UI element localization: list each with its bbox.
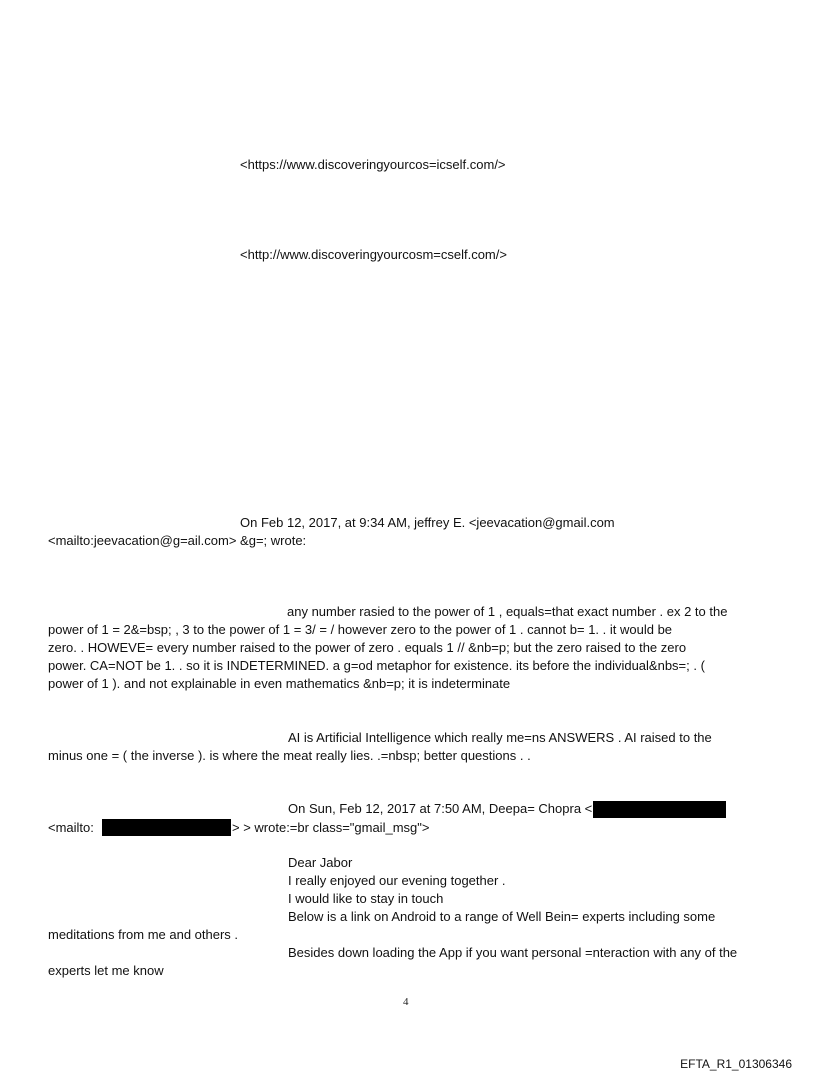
paragraph-2-line-2: minus one = ( the inverse ). is where the meat really lies. .=nbsp; better questions . .: [48, 748, 531, 763]
reply-header-2-mailto: <mailto:: [48, 820, 94, 835]
reply-header-1-line-2: <mailto:jeevacation@g=ail.com> &g=; wrote:: [48, 533, 307, 548]
reply-header-2-line-2-tail: > > wrote:=br class="gmail_msg">: [232, 820, 430, 835]
link-line-1: <https://www.discoveringyourcos=icself.com/>: [240, 157, 506, 172]
paragraph-2-line-1: AI is Artificial Intelligence which really me=ns ANSWERS . AI raised to the: [288, 730, 712, 745]
paragraph-1-line-3: zero. . HOWEVE= every number raised to the power of zero . equals 1 // &nb=p; but the zero raised to the zero: [48, 640, 687, 655]
message-line-1: I really enjoyed our evening together .: [288, 873, 506, 888]
message-line-3a: Below is a link on Android to a range of Well Bein= experts including some: [288, 909, 716, 924]
message-line-4b: experts let me know: [48, 963, 164, 978]
paragraph-1-line-4: power. CA=NOT be 1. . so it is INDETERMINED. a g=od metaphor for existence. its before the individual&nbs=; . (: [48, 658, 705, 673]
message-line-2: I would like to stay in touch: [288, 891, 444, 906]
message-line-3b: meditations from me and others .: [48, 927, 239, 942]
redaction-bar-mailto: [102, 819, 231, 836]
message-greeting: Dear Jabor: [288, 855, 353, 870]
message-line-4a: Besides down loading the App if you want personal =nteraction with any of the: [288, 945, 738, 960]
reply-header-1-line-1: On Feb 12, 2017, at 9:34 AM, jeffrey E. <jeevacation@gmail.com: [240, 515, 615, 530]
paragraph-1-line-1: any number rasied to the power of 1 , equals=that exact number . ex 2 to the: [287, 604, 728, 619]
paragraph-1-line-5: power of 1 ). and not explainable in even mathematics &nb=p; it is indeterminate: [48, 676, 511, 691]
page-number: 4: [403, 996, 409, 1008]
link-line-2: <http://www.discoveringyourcosm=cself.com/>: [240, 247, 507, 262]
reply-header-2-line-1: On Sun, Feb 12, 2017 at 7:50 AM, Deepa= Chopra <: [288, 801, 593, 816]
redaction-bar-email: [593, 801, 726, 818]
paragraph-1-line-2: power of 1 = 2&=bsp; , 3 to the power of 1 = 3/ = / however zero to the power of 1 . cannot b= 1. . it would be: [48, 622, 673, 637]
document-id: EFTA_R1_01306346: [680, 1057, 792, 1071]
